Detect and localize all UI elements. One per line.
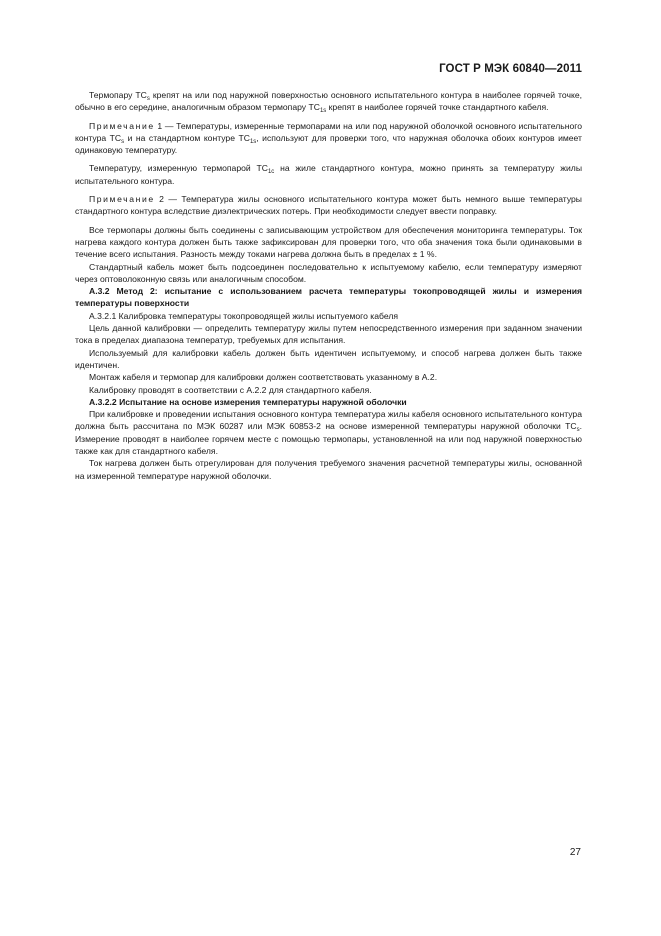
paragraph-installation: Монтаж кабеля и термопар для калибровки должен соответствовать указанному в А.2. [89,372,438,383]
note-1: Примечание 1 — Температуры, измеренные термопарами на или под наружной оболочкой основного испытательного контура $TC_s$ и на стандартном контуре $TC_{1s}$, используют для проверки того, что наружная оболочка обоих контуров имеет одинаковую температуру. [75,120,582,156]
paragraph-sheath-test: При калибровке и проведении испытания основного контура температура жилы кабеля основного испытательного контура должна быть рассчитана по МЭК 60287 или МЭК 60853-2 на основе измеренной температуры наружной оболочки $TC_s$. Измерение проводят в наиболее горячем месте с помощью термопары, установленной на или под наружной поверхностью также как для стандартного кабеля. [75,409,582,457]
paragraph-calibration-goal: Цель данной калибровки — определить температуру жилы путем непосредственного измерения при заданном значении тока в пределах диапазона температур, требуемых для испытания. [75,323,582,346]
page-number: 27 [569,847,581,858]
section-heading-a32: А.3.2 Метод 2: испытание с использованием расчета температуры токопроводящей жилы и измерения температуры поверхности [75,286,582,309]
subsection-heading-a321: А.3.2.1 Калибровка температуры токопроводящей жилы испытуемого кабеля [89,310,399,321]
document-header: ГОСТ Р МЭК 60840—2011 [439,63,582,75]
note-2: Примечание 2 — Температура жилы основного испытательного контура может быть немного выше температуры стандартного контура вследствие диэлектрических потерь. При необходимости следует ввести поправку. [75,194,582,217]
document-body [75,89,582,482]
paragraph-series-connection: Стандартный кабель может быть подсоединен последовательно к испытуемому кабелю, если температуру измеряют через оптоволоконную связь или аналогичным способом. [75,261,582,284]
paragraph-calibration-cable: Используемый для калибровки кабель должен быть идентичен испытуемому, и способ нагрева должен быть также идентичен. [75,347,582,370]
paragraph-calibration-procedure: Калибровку проводят в соответствии с А.2.2 для стандартного кабеля. [89,384,372,395]
paragraph-heating-current: Ток нагрева должен быть отрегулирован для получения требуемого значения расчетной температуры жилы, основанной на измеренной температуре наружной оболочки. [75,458,582,481]
paragraph-thermocouple-placement: Термопару $TC_s$ крепят на или под наружной поверхностью основного испытательного контура в наиболее горячей точке, обычно в его середине, аналогичным образом термопару $TC_{1s}$ крепят в наиболее горячей точке стандартного кабеля. [75,90,582,115]
paragraph-conductor-temperature: Температуру, измеренную термопарой $TC_{1c}$ на жиле стандартного контура, можно принять за температуру жилы испытательного контура. [75,163,582,186]
paragraph-recording: Все термопары должны быть соединены с записывающим устройством для обеспечения мониторинга температуры. Ток нагрева каждого контура должен быть также зафиксирован для проверки того, что оба значения тока были одинаковыми в течение всего испытания. Разность между токами нагрева должна быть в пределах ± 1 %. [75,224,582,260]
subsection-heading-a322: А.3.2.2 Испытание на основе измерения температуры наружной оболочки [89,396,407,407]
